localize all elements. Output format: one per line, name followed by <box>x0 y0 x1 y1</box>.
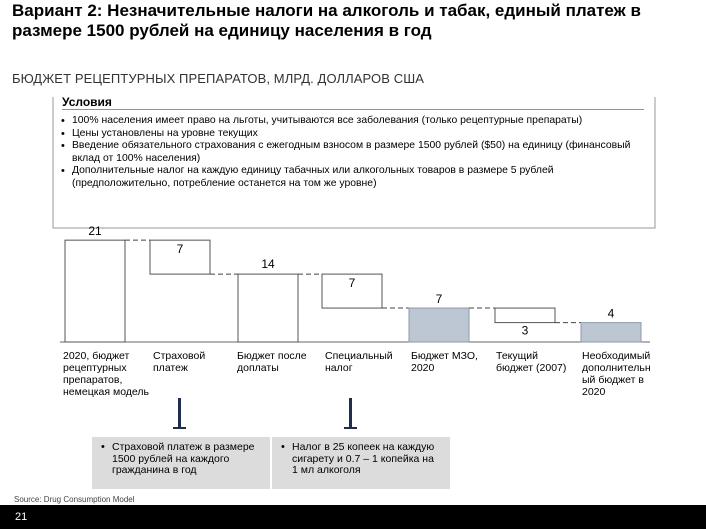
category-label: Страховой платеж <box>153 350 206 374</box>
value-label: 21 <box>88 224 102 239</box>
condition-item: • Дополнительные налог на каждую единицу табачных или алкогольных товаров в размере 5 рублей (предположительно, потребление останется на том же уровне) <box>60 165 645 190</box>
bullet: • <box>281 441 285 453</box>
source-note: Source: Drug Consumption Model <box>14 495 135 504</box>
slide-title: Вариант 2: Незначительные налоги на алкоголь и табак, единый платеж в размере 1500 рублей на единицу населения в год <box>12 1 641 40</box>
arrow-stem <box>349 398 352 428</box>
note-text: Страховой платеж в размере 1500 рублей на каждого гражданина в год <box>112 441 255 476</box>
category-label: Специальный налог <box>325 350 393 374</box>
bar-3 <box>238 274 298 342</box>
value-label: 7 <box>348 276 356 291</box>
bar-6 <box>495 308 555 323</box>
condition-item: • Введение обязательного страхования с ежегодным взносом в размере 1500 рублей ($50) на единицу (финансовый вклад от 100% населения) <box>60 140 645 165</box>
note-tax <box>272 437 450 489</box>
waterfall-chart <box>0 224 706 345</box>
arrow-base <box>173 427 186 429</box>
value-label: 4 <box>607 306 615 321</box>
arrow-stem <box>178 398 181 428</box>
bullet: • <box>101 441 105 453</box>
arrow-base <box>344 427 357 429</box>
category-label: 2020, бюджет рецептурных препаратов, немецкая модель <box>63 350 150 398</box>
chart-subtitle: БЮДЖЕТ РЕЦЕПТУРНЫХ ПРЕПАРАТОВ, МЛРД. ДОЛЛАРОВ США <box>12 71 425 86</box>
bar-5 <box>409 308 469 342</box>
condition-item: • 100% населения имеет право на льготы, учитываются все заболевания (только рецептурные препараты) <box>60 115 645 128</box>
bar-7 <box>581 323 641 342</box>
category-label: Необходимый дополнительн ый бюджет в 2020 <box>582 350 651 398</box>
conditions-divider <box>62 109 644 110</box>
conditions-heading: Условия <box>62 95 112 109</box>
value-label: 3 <box>521 323 529 338</box>
footer-bar <box>0 505 706 529</box>
category-label: Бюджет МЗО, 2020 <box>411 350 478 374</box>
note-text: Налог в 25 копеек на каждую сигарету и 0.7 – 1 копейка на 1 мл алкоголя <box>292 441 435 476</box>
note-insurance <box>92 437 270 489</box>
category-label: Текущий бюджет (2007) <box>496 350 567 374</box>
condition-item: • Цены установлены на уровне текущих <box>60 128 645 141</box>
value-label: 14 <box>261 257 275 272</box>
bar-1 <box>65 240 125 342</box>
value-label: 7 <box>176 242 184 257</box>
conditions-list <box>60 115 645 190</box>
value-label: 7 <box>435 292 443 307</box>
category-label: Бюджет после доплаты <box>237 350 307 374</box>
page-number: 21 <box>15 511 28 523</box>
